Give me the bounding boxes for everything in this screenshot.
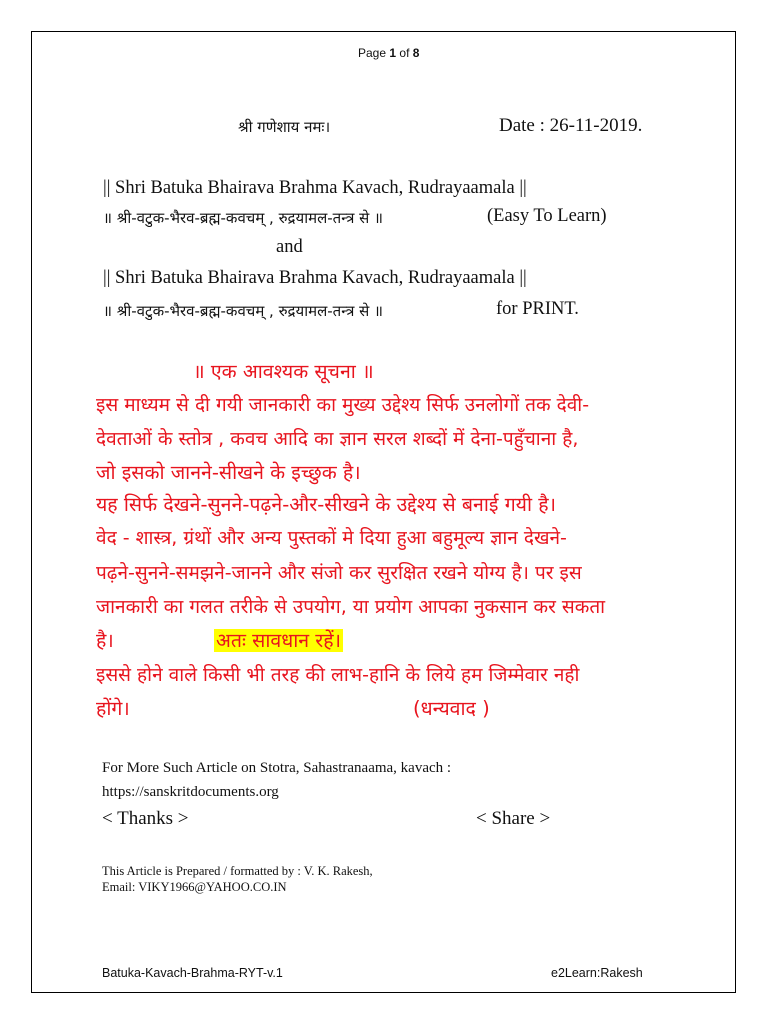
notice-thanks: (धन्यवाद ) <box>413 697 490 720</box>
credit-email: Email: VIKY1966@YAHOO.CO.IN <box>102 880 287 894</box>
footer-left: Batuka-Kavach-Brahma-RYT-v.1 <box>102 966 283 980</box>
notice-heading: ॥ एक आवश्यक सूचना ॥ <box>193 360 374 383</box>
notice-line: होंगे। <box>96 697 130 720</box>
title-line1-en: || Shri Batuka Bhairava Brahma Kavach, Rudrayaamala || <box>103 178 527 198</box>
date: Date : 26-11-2019. <box>499 115 643 136</box>
title-and: and <box>276 237 303 257</box>
notice-line: इस माध्यम से दी गयी जानकारी का मुख्य उद्देश्य सिर्फ उनलोगों तक देवी- <box>96 394 590 416</box>
page-number <box>358 46 419 60</box>
more-articles-text: For More Such Article on Stotra, Sahastranaama, kavach : <box>102 760 452 776</box>
notice-line-start: है। <box>96 629 114 652</box>
notice-line: जो इसको जानने-सीखने के इच्छुक है। <box>96 461 361 484</box>
page-current: 1 <box>389 46 397 60</box>
title-line1-sa: ॥ श्री-वटुक-भैरव-ब्रह्म-कवचम् , रुद्रयामल-तन्त्र से ॥ <box>103 209 384 227</box>
caution-text: अतः सावधान रहें। <box>216 629 342 652</box>
title-line2-note: for PRINT. <box>496 299 579 319</box>
invocation: श्री गणेशाय नमः। <box>238 118 331 136</box>
title-line1-note: (Easy To Learn) <box>487 206 607 226</box>
notice-line: वेद - शास्त्र, ग्रंथों और अन्य पुस्तकों मे दिया हुआ बहुमूल्य ज्ञान देखने- <box>96 527 567 549</box>
footer-right: e2Learn:Rakesh <box>551 966 643 980</box>
notice-line: इससे होने वाले किसी भी तरह की लाभ-हानि के लिये हम जिम्मेवार नही <box>96 664 580 686</box>
page-of: of <box>399 46 410 60</box>
caution-highlight <box>214 626 343 653</box>
page-total: 8 <box>412 46 420 60</box>
title-line2-sa: ॥ श्री-वटुक-भैरव-ब्रह्म-कवचम् , रुद्रयामल-तन्त्र से ॥ <box>103 302 384 320</box>
notice-line: देवताओं के स्तोत्र , कवच आदि का ज्ञान सरल शब्दों में देना-पहुँचाना है, <box>96 428 579 450</box>
share-link[interactable]: < Share > <box>476 808 551 829</box>
notice-line: यह सिर्फ देखने-सुनने-पढ़ने-और-सीखने के उद्देश्य से बनाई गयी है। <box>96 493 556 516</box>
title-line2-en: || Shri Batuka Bhairava Brahma Kavach, Rudrayaamala || <box>103 268 527 288</box>
credit-prepared: This Article is Prepared / formatted by : V. K. Rakesh, <box>102 864 373 878</box>
sanskritdocuments-link[interactable]: https://sanskritdocuments.org <box>102 784 279 800</box>
page-prefix: Page <box>358 46 387 60</box>
thanks-link[interactable]: < Thanks > <box>102 808 189 829</box>
notice-line: पढ़ने-सुनने-समझने-जानने और संजो कर सुरक्षित रखने योग्य है। पर इस <box>96 562 582 584</box>
notice-line: जानकारी का गलत तरीके से उपयोग, या प्रयोग आपका नुकसान कर सकता <box>96 596 606 618</box>
